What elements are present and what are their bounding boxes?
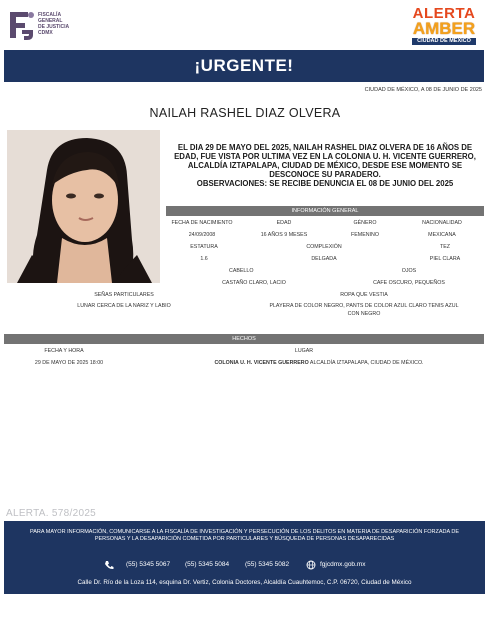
value-eyes: CAFE OSCURO, PEQUEÑOS xyxy=(373,280,445,286)
phone-number[interactable]: (55) 5345 5082 xyxy=(245,561,290,568)
contact-row xyxy=(4,558,485,572)
logo-line: CDMX xyxy=(38,30,53,36)
logo-line: DE JUSTICIA xyxy=(38,24,70,30)
value-gender: FEMENINO xyxy=(351,232,379,238)
label-place: LUGAR xyxy=(294,348,314,354)
globe-icon xyxy=(306,560,316,570)
footer-info-text: PARA MAYOR INFORMACIÓN, COMUNICARSE A LA FISCALÍA DE INVESTIGACIÓN Y PERSECUCIÓN DE LOS DELITOS EN MATERIA DE DESAPARICIÓN FORZADA DE PERSONAS Y LA DESAPARICIÓN COMETIDA POR PARTICULARES Y BÚSQUEDA DE PERSONAS DESAPARECIDAS xyxy=(30,529,459,542)
date-line: CIUDAD DE MÉXICO, A 08 DE JUNIO DE 2025 xyxy=(364,87,482,93)
label-build: COMPLEXIÓN xyxy=(306,244,342,250)
footer-address: Calle Dr. Río de la Loza 114, esquina Dr. Vertiz, Colonia Doctores, Alcaldía Cuauhtemoc, C.P. 06720, Ciudad de México xyxy=(77,579,412,586)
phone-number[interactable]: (55) 5345 5067 xyxy=(126,561,171,568)
label-eyes: OJOS xyxy=(401,268,417,274)
label-hair: CABELLO xyxy=(229,268,254,274)
value-place-rest: ALCALDÍA IZTAPALAPA, CIUDAD DE MÉXICO. xyxy=(308,360,424,366)
header xyxy=(0,0,490,50)
description-main: EL DIA 29 DE MAYO DEL 2025, NAILAH RASHEL DIAZ OLVERA DE 16 AÑOS DE EDAD, FUE VISTA POR ULTIMA VEZ EN LA COLONIA U. H. VICENTE GUERRERO, ALCALDÍA IZTAPALAPA, CIUDAD DE MÉXICO, DESDE ESE MOMENTO SE DESCONOCE SU PARADERO. xyxy=(174,143,476,179)
label-clothing: ROPA QUE VESTIA xyxy=(340,292,388,298)
label-age: EDAD xyxy=(276,220,292,226)
website-link[interactable]: fgjcdmx.gob.mx xyxy=(320,561,366,568)
phone-icon xyxy=(104,560,114,570)
value-birthdate: 24/09/2008 xyxy=(188,232,216,238)
value-clothing-line-2: CON NEGRO xyxy=(347,311,381,317)
person-photo xyxy=(7,130,160,283)
phone-number[interactable]: (55) 5345 5084 xyxy=(185,561,230,568)
logo-line: FISCALÍA xyxy=(38,12,62,18)
value-build: DELGADA xyxy=(311,256,337,262)
ciudad-word: CIUDAD DE MÉXICO xyxy=(412,38,476,45)
alerta-word: ALERTA xyxy=(412,5,476,22)
label-height: ESTATURA xyxy=(190,244,218,250)
portrait-image xyxy=(7,130,160,283)
label-birthdate: FECHA DE NACIMIENTO xyxy=(171,220,233,226)
footer xyxy=(4,521,485,594)
value-skin: PIEL CLARA xyxy=(429,256,461,262)
facts-header: HECHOS xyxy=(4,334,484,344)
value-date-time: 29 DE MAYO DE 2025 18:00 xyxy=(34,360,104,366)
value-marks: LUNAR CERCA DE LA NARIZ Y LABIO xyxy=(77,303,171,309)
value-hair: CASTAÑO CLARO, LACIO xyxy=(222,280,286,286)
label-date-time: FECHA Y HORA xyxy=(44,348,84,354)
urgent-banner: ¡URGENTE! xyxy=(4,50,484,82)
amber-word: AMBER xyxy=(412,19,476,38)
fiscalia-logo-text xyxy=(38,12,69,36)
value-height: 1.6 xyxy=(200,256,208,262)
label-marks: SEÑAS PARTICULARES xyxy=(94,292,154,298)
alert-number: ALERTA. 578/2025 xyxy=(6,508,97,519)
label-gender: GÉNERO xyxy=(353,220,377,226)
label-skin: TEZ xyxy=(439,244,450,250)
description-text xyxy=(166,143,484,188)
value-place xyxy=(154,358,484,368)
alerta-amber-logo xyxy=(412,6,476,48)
observations: OBSERVACIONES: SE RECIBE DENUNCIA EL 08 DE JUNIO DEL 2025 xyxy=(196,179,454,188)
general-info-header: INFORMACIÓN GENERAL xyxy=(166,206,484,216)
fiscalia-logo-icon xyxy=(6,8,36,42)
value-clothing-line-1: PLAYERA DE COLOR NEGRO, PANTS DE COLOR AZUL CLARO TENIS AZUL xyxy=(269,303,459,309)
value-age: 16 AÑOS 9 MESES xyxy=(260,232,308,238)
person-name: NAILAH RASHEL DIAZ OLVERA xyxy=(149,106,341,120)
logo-line: GENERAL xyxy=(38,18,63,24)
value-place-colonia: COLONIA U. H. VICENTE GUERRERO xyxy=(214,360,309,366)
label-nationality: NACIONALIDAD xyxy=(422,220,462,226)
value-nationality: MEXICANA xyxy=(428,232,456,238)
